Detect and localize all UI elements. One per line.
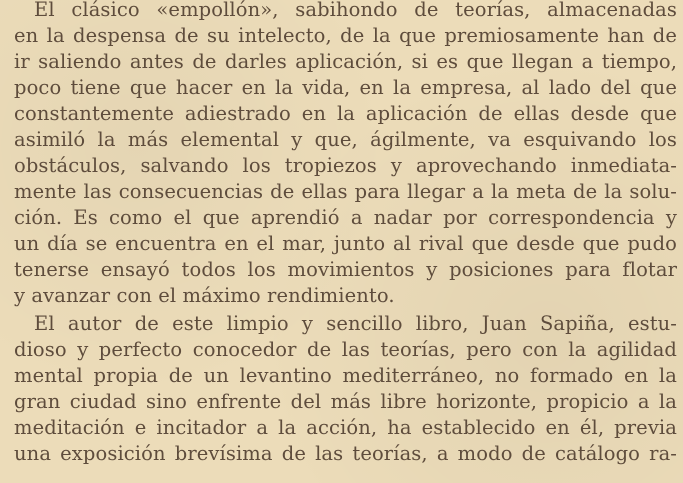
text-line: meditación e incitador a la acción, ha establecido en él, previa <box>14 416 677 439</box>
text-line: El clásico «empollón», sabihondo de teorías, almacenadas <box>34 0 677 21</box>
text-line: El autor de este limpio y sencillo libro, Juan Sapiña, estu- <box>34 312 677 335</box>
text-line: poco tiene que hacer en la vida, en la empresa, al lado del que <box>14 76 677 99</box>
text-line: constantemente adiestrado en la aplicación de ellas desde que <box>14 102 677 125</box>
text-line: ción. Es como el que aprendió a nadar por correspondencia y <box>14 206 677 229</box>
text-line: gran ciudad sino enfrente del más libre horizonte, propicio a la <box>14 390 677 413</box>
text-line: un día se encuentra en el mar, junto al rival que desde que pudo <box>14 232 677 255</box>
text-line: mente las consecuencias de ellas para llegar a la meta de la solu- <box>14 180 677 203</box>
text-line: mental propia de un levantino mediterráneo, no formado en la <box>14 364 677 387</box>
text-line: una exposición brevísima de las teorías, a modo de catálogo ra- <box>14 442 677 465</box>
text-line: obstáculos, salvando los tropiezos y aprovechando inmediata- <box>14 154 677 177</box>
text-line: en la despensa de su intelecto, de la que premiosamente han de <box>14 24 677 47</box>
text-line: y avanzar con el máximo rendimiento. <box>14 284 395 307</box>
text-line: asimiló la más elemental y que, ágilmente, va esquivando los <box>14 128 677 151</box>
text-line: tenerse ensayó todos los movimientos y posiciones para flotar <box>14 258 677 281</box>
text-line: ir saliendo antes de darles aplicación, si es que llegan a tiempo, <box>14 50 677 73</box>
text-line: dioso y perfecto conocedor de las teorías, pero con la agilidad <box>14 338 677 361</box>
